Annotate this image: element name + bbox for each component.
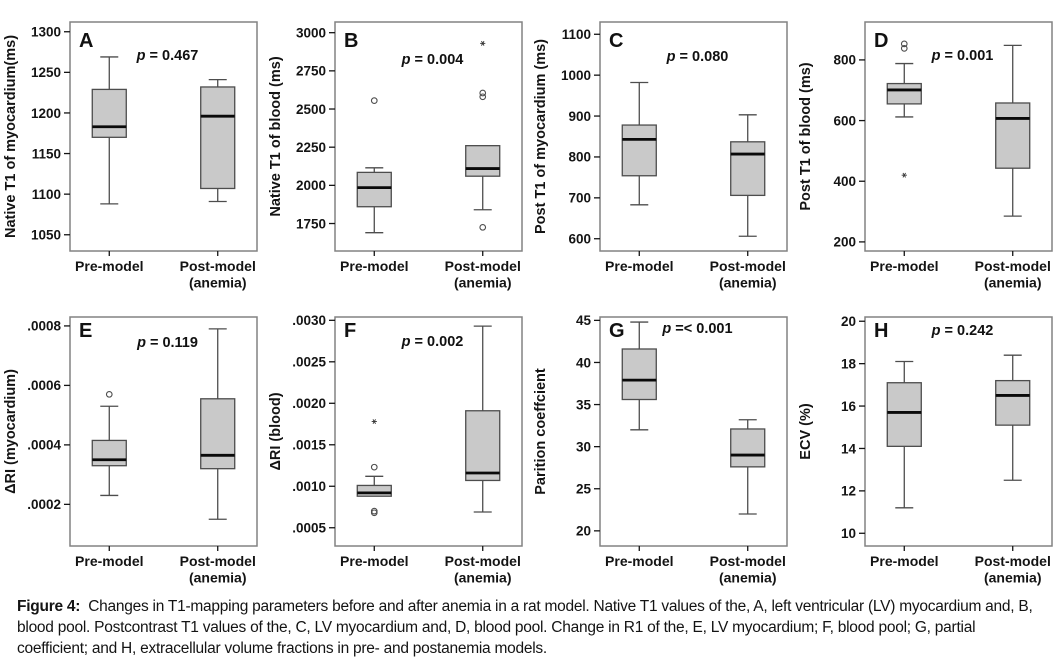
y-tick-label: 35 (575, 397, 591, 413)
iqr-box (887, 84, 921, 104)
y-tick-label: 1300 (30, 24, 61, 40)
y-tick-label: 2500 (295, 101, 326, 117)
y-tick-label: .0015 (292, 437, 326, 453)
figure-caption-text: Changes in T1-mapping parameters before and after anemia in a rat model. Native T1 values of the, A, left ventricular (LV) myocardium and, B, blood pool. Postcontrast T1 values of the, C, LV myocardium and, D, blood pool. Change in R1 of the, E, LV myocardium; F, blood pool; G, partial coefficient; and H, extracellular volume fractions in pre- and postanemia models. (17, 598, 1033, 657)
y-tick-label: 700 (568, 190, 591, 206)
iqr-box (731, 142, 765, 196)
p-value-label: p = 0.119 (137, 335, 198, 351)
x-tick-label: (anemia) (718, 569, 777, 586)
iqr-box (622, 125, 656, 176)
x-tick-label: (anemia) (453, 274, 512, 291)
iqr-box (996, 103, 1030, 168)
y-tick-label: .0030 (292, 313, 326, 329)
y-axis-label: ΔRI (myocardium) (3, 369, 19, 494)
iqr-box (357, 172, 391, 206)
y-tick-label: 18 (840, 356, 856, 372)
x-tick-label: Pre-model (340, 258, 409, 274)
y-tick-label: 2250 (295, 139, 326, 155)
y-axis-label: ECV (%) (798, 403, 814, 460)
p-value-label: p =< 0.001 (662, 321, 733, 337)
panel-letter: F (344, 320, 357, 342)
y-tick-label: .0004 (27, 437, 61, 453)
y-tick-label: 1000 (560, 67, 591, 83)
x-tick-label: Pre-model (75, 258, 144, 274)
iqr-box (92, 89, 126, 137)
iqr-box (887, 383, 921, 447)
p-value-label: p = 0.002 (401, 334, 464, 350)
y-tick-label: 800 (568, 149, 591, 165)
x-tick-label: Pre-model (340, 553, 409, 569)
y-tick-label: 14 (840, 441, 856, 457)
y-tick-label: 600 (833, 113, 856, 129)
y-tick-label: .0006 (27, 378, 61, 394)
iqr-box (731, 429, 765, 467)
y-axis-label: ΔRI (blood) (268, 392, 284, 471)
iqr-box (466, 411, 500, 481)
x-tick-label: Post-model (444, 258, 521, 274)
x-tick-label: (anemia) (983, 274, 1042, 291)
y-tick-label: 45 (575, 313, 591, 329)
x-tick-label: Pre-model (605, 553, 674, 569)
y-tick-label: 2000 (295, 178, 326, 194)
y-tick-label: 400 (833, 174, 856, 190)
panel-H-boxplot (795, 295, 1059, 590)
y-tick-label: 1750 (295, 216, 326, 232)
panel-letter: B (344, 30, 359, 52)
x-tick-label: (anemia) (188, 569, 247, 586)
panel-letter: C (609, 30, 624, 52)
y-axis-label: Post T1 of blood (ms) (798, 62, 814, 211)
y-tick-label: 16 (840, 398, 856, 414)
y-tick-label: 25 (575, 481, 591, 497)
panel-G-boxplot (530, 295, 795, 590)
x-tick-label: Pre-model (75, 553, 144, 569)
y-axis-label: Parition coeffcient (533, 368, 549, 495)
x-tick-label: Pre-model (870, 258, 939, 274)
x-tick-label: Post-model (709, 258, 786, 274)
y-tick-label: 40 (575, 355, 591, 371)
y-tick-label: .0020 (292, 396, 326, 412)
x-tick-label: Pre-model (870, 553, 939, 569)
y-axis-label: Native T1 of blood (ms) (268, 56, 284, 217)
panel-B-boxplot (265, 0, 530, 295)
y-tick-label: .0005 (292, 520, 326, 536)
panel-E-boxplot (0, 295, 265, 590)
y-tick-label: .0008 (27, 318, 61, 334)
p-value-label: p = 0.467 (136, 48, 199, 64)
box-post-model-anemia (201, 80, 235, 202)
iqr-box (466, 146, 500, 177)
panel-letter: D (874, 30, 889, 52)
y-tick-label: .0025 (292, 354, 326, 370)
y-tick-label: 200 (833, 234, 856, 250)
panel-letter: A (79, 30, 94, 52)
panel-letter: E (79, 320, 93, 342)
panel-letter: G (609, 320, 625, 342)
y-tick-label: 800 (833, 52, 856, 68)
y-tick-label: 12 (840, 483, 856, 499)
iqr-box (201, 87, 235, 189)
figure-caption (17, 596, 1041, 659)
panel-letter: H (874, 320, 889, 342)
y-axis-label: Post T1 of myocardium (ms) (533, 39, 549, 234)
x-tick-label: (anemia) (188, 274, 247, 291)
x-tick-label: Post-model (444, 553, 521, 569)
iqr-box (92, 440, 126, 465)
y-tick-label: 20 (575, 523, 591, 539)
iqr-box (201, 399, 235, 469)
y-tick-label: 600 (568, 231, 591, 247)
p-value-label: p = 0.242 (931, 323, 994, 339)
y-tick-label: 1150 (31, 146, 61, 162)
panel-D-boxplot (795, 0, 1059, 295)
x-tick-label: Post-model (974, 553, 1051, 569)
p-value-label: p = 0.080 (666, 49, 729, 65)
iqr-box (996, 381, 1030, 426)
y-axis-label: Native T1 of myocardium(ms) (3, 34, 19, 239)
y-tick-label: 3000 (295, 25, 326, 41)
x-tick-label: (anemia) (718, 274, 777, 291)
y-tick-label: 30 (575, 439, 591, 455)
y-tick-label: 1200 (30, 105, 61, 121)
iqr-box (357, 485, 391, 496)
figure-caption-label: Figure 4: (17, 598, 81, 615)
y-tick-label: 1100 (31, 186, 61, 202)
y-tick-label: 900 (568, 108, 591, 124)
y-tick-label: 1050 (30, 227, 61, 243)
x-tick-label: (anemia) (453, 569, 512, 586)
y-tick-label: 1250 (30, 65, 61, 81)
x-tick-label: Pre-model (605, 258, 674, 274)
panel-A-boxplot (0, 0, 265, 295)
y-tick-label: 10 (840, 526, 856, 542)
p-value-label: p = 0.001 (931, 48, 994, 64)
x-tick-label: (anemia) (983, 569, 1042, 586)
y-tick-label: 1100 (561, 27, 591, 43)
x-tick-label: Post-model (179, 553, 256, 569)
x-tick-label: Post-model (179, 258, 256, 274)
y-tick-label: .0002 (27, 497, 61, 513)
y-tick-label: 2750 (295, 63, 326, 79)
x-tick-label: Post-model (709, 553, 786, 569)
iqr-box (622, 349, 656, 400)
p-value-label: p = 0.004 (401, 52, 464, 68)
panel-C-boxplot (530, 0, 795, 295)
y-tick-label: .0010 (292, 479, 326, 495)
panel-F-boxplot (265, 295, 530, 590)
x-tick-label: Post-model (974, 258, 1051, 274)
y-tick-label: 20 (840, 314, 856, 330)
